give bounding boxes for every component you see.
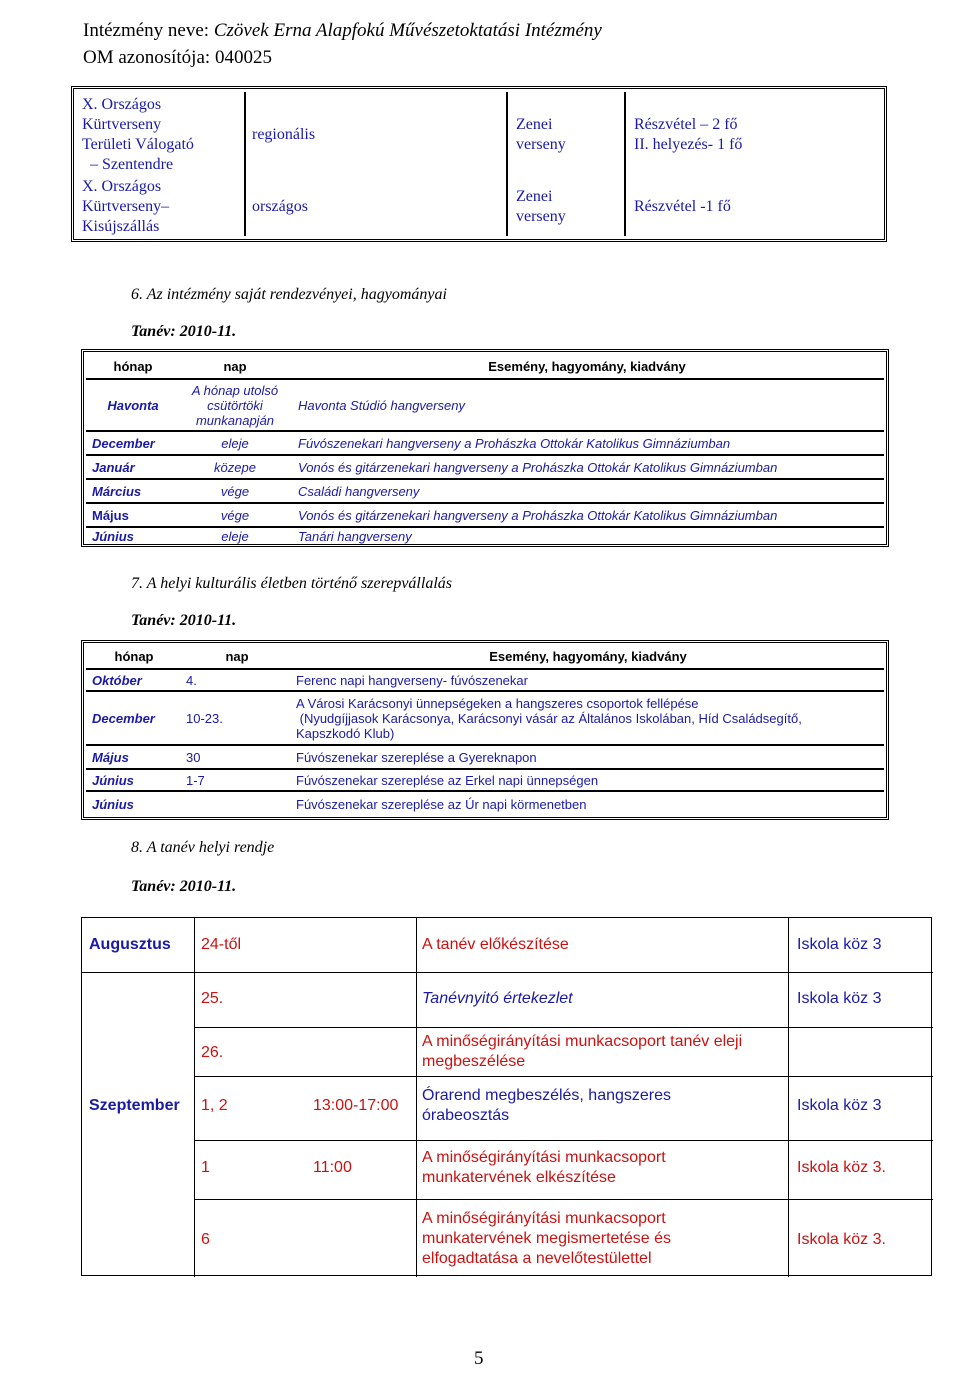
table-row — [86, 770, 884, 792]
om-label: OM azonosítója: — [83, 47, 215, 68]
table-divider — [506, 92, 508, 236]
section-7-tanev: Tanév: 2010-11. — [131, 612, 237, 629]
row-month: Havonta — [107, 397, 159, 413]
schedule-date: 6 — [201, 1231, 210, 1248]
competition-level: országos — [252, 198, 308, 215]
schedule-place: Iskola köz 3 — [797, 990, 882, 1007]
row-day: 1-7 — [186, 772, 205, 788]
competition-level: regionális — [252, 126, 316, 143]
schedule-date: 24-től — [201, 936, 242, 953]
header-day: nap — [223, 358, 247, 374]
row-month: Május — [92, 749, 129, 765]
header-day: nap — [225, 649, 249, 664]
row-event: Havonta Stúdió hangverseny — [298, 397, 465, 413]
row-day: eleje — [221, 528, 249, 544]
row-day: 30 — [186, 749, 201, 765]
row-day: eleje — [221, 435, 249, 451]
table-row — [86, 746, 884, 770]
table-row — [86, 456, 884, 480]
row-month: Június — [92, 797, 134, 812]
table-row — [86, 792, 884, 817]
row-event: A Városi Karácsonyi ünnepségeken a hangszeres csoportok fellépése (Nyudgíjjasok Karácsonya, Karácsonyi vásár az Általános Iskolában, Híd Családsegítő, Kapszkodó Klub) — [296, 695, 802, 741]
row-event: Fúvószenekar szereplése a Gyereknapon — [296, 749, 537, 765]
competition-name: X. Országos Kürtverseny– Kisújszállás — [82, 178, 170, 235]
table-row — [86, 670, 884, 692]
table-divider — [244, 92, 246, 236]
schedule-event: Tanévnyitó értekezlet — [422, 990, 573, 1007]
header-event: Esemény, hagyomány, kiadvány — [489, 649, 687, 664]
header-month: hónap — [113, 358, 153, 374]
section-7-title: 7. A helyi kulturális életben történő szerepvállalás — [131, 575, 452, 592]
table-divider — [82, 972, 933, 973]
schedule-place: Iskola köz 3 — [797, 936, 882, 953]
schedule-place: Iskola köz 3 — [797, 1097, 882, 1114]
row-month: Október — [92, 672, 142, 688]
schedule-event: A tanév előkészítése — [422, 936, 569, 953]
row-day: A hónap utolsó csütörtöki munkanapján — [191, 382, 279, 428]
row-month: Január — [92, 459, 135, 475]
schedule-date: 1, 2 — [201, 1097, 228, 1114]
row-event: Ferenc napi hangverseny- fúvószenekar — [296, 672, 528, 688]
page-number: 5 — [474, 1348, 484, 1369]
row-day — [186, 792, 286, 817]
table-row — [86, 480, 884, 504]
competition-result: Részvétel -1 fő — [634, 198, 731, 215]
row-event: Vonós és gitárzenekari hangverseny a Prohászka Ottokár Katolikus Gimnáziumban — [298, 507, 778, 523]
table-row — [86, 380, 884, 432]
competitions-table — [71, 86, 887, 242]
schedule-place: Iskola köz 3. — [797, 1231, 886, 1248]
schedule-date: 25. — [201, 990, 224, 1007]
row-day: 10-23. — [186, 710, 223, 726]
row-month: Március — [92, 483, 142, 499]
table-divider — [788, 918, 789, 1277]
cultural-roles-table — [81, 640, 889, 820]
competition-type: Zenei verseny — [516, 116, 566, 153]
table-row — [86, 432, 884, 456]
row-month: December — [92, 710, 155, 726]
row-event: Tanári hangverseny — [298, 528, 412, 544]
header-event: Esemény, hagyomány, kiadvány — [488, 358, 686, 374]
month-september: Szeptember — [89, 1097, 180, 1114]
month-august: Augusztus — [89, 936, 171, 953]
section-6-title: 6. Az intézmény saját rendezvényei, hagyományai — [131, 286, 447, 303]
competition-type: Zenei verseny — [516, 188, 566, 225]
row-event: Vonós és gitárzenekari hangverseny a Prohászka Ottokár Katolikus Gimnáziumban — [298, 459, 778, 475]
schedule-time: 13:00-17:00 — [313, 1097, 399, 1114]
competition-name: X. Országos Kürtverseny Területi Válogató – Szentendre — [82, 96, 194, 173]
table-divider — [194, 1027, 933, 1028]
schedule-time: 11:00 — [313, 1159, 352, 1176]
row-month: Május — [92, 507, 129, 523]
schedule-date: 1 — [201, 1159, 210, 1176]
row-day: közepe — [214, 459, 256, 475]
section-6-tanev: Tanév: 2010-11. — [131, 323, 237, 340]
row-month: Június — [92, 528, 134, 544]
table-divider — [194, 1076, 933, 1077]
om-id-line — [83, 47, 272, 69]
table-divider — [194, 1199, 933, 1200]
table-header-row — [86, 645, 884, 670]
row-day: vége — [220, 483, 250, 499]
institution-name: Czövek Erna Alapfokú Művészetoktatási Intézmény — [213, 20, 602, 41]
row-month: December — [92, 435, 155, 451]
schedule-place: Iskola köz 3. — [797, 1159, 886, 1176]
schedule-event: Órarend megbeszélés, hangszeres órabeosztás — [422, 1087, 672, 1124]
table-row — [86, 692, 884, 746]
competition-result: Részvétel – 2 fő II. helyezés- 1 fő — [634, 116, 743, 153]
table-divider — [194, 918, 195, 1277]
table-divider — [194, 1140, 933, 1141]
schedule-event: A minőségirányítási munkacsoport munkatervének megismertetése és elfogadtatása a nevelőtestülettel — [422, 1210, 671, 1267]
table-divider — [624, 92, 626, 236]
row-day: 4. — [186, 672, 197, 688]
row-event: Fúvószenekar szereplése az Úr napi körmenetben — [296, 797, 587, 812]
section-8-tanev: Tanév: 2010-11. — [131, 878, 237, 895]
header-month: hónap — [114, 649, 154, 664]
schedule-date: 26. — [201, 1044, 224, 1061]
table-row — [86, 528, 884, 544]
institution-label: Intézmény neve: — [83, 20, 214, 41]
schedule-event: A minőségirányítási munkacsoport munkatervének elkészítése — [422, 1149, 666, 1186]
row-day: vége — [220, 507, 250, 523]
table-row — [86, 504, 884, 528]
row-event: Fúvószenekar szereplése az Erkel napi ünnepségen — [296, 772, 599, 788]
schedule-event: A minőségirányítási munkacsoport tanév eleji megbeszélése — [422, 1033, 743, 1070]
om-value: 040025 — [214, 47, 272, 68]
row-event: Fúvószenekari hangverseny a Prohászka Ottokár Katolikus Gimnáziumban — [298, 435, 731, 451]
events-table — [81, 349, 889, 547]
table-divider — [416, 918, 417, 1277]
row-event: Családi hangverseny — [298, 483, 420, 499]
row-month: Június — [92, 772, 134, 788]
section-8-title: 8. A tanév helyi rendje — [131, 839, 275, 856]
table-header-row — [86, 354, 884, 380]
institution-name-line — [83, 20, 602, 42]
school-year-schedule-table — [81, 917, 932, 1276]
